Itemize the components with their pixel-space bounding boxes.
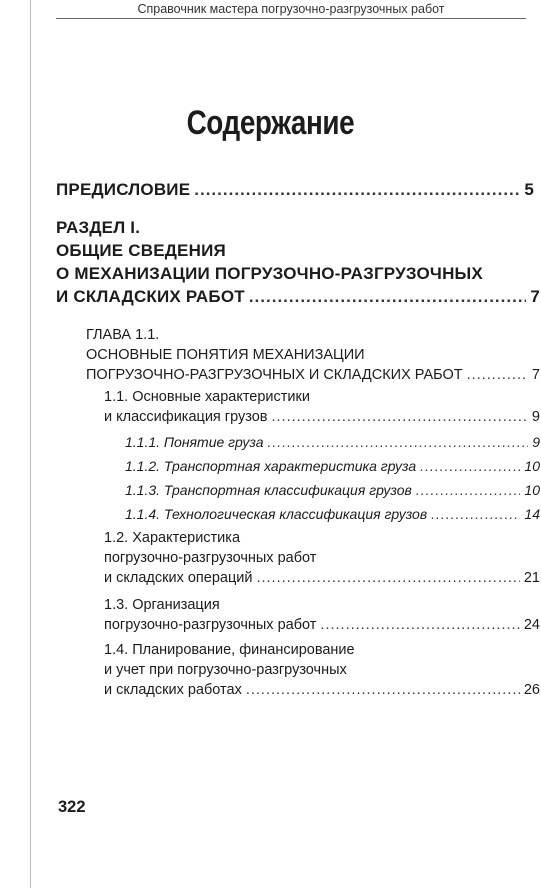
toc-entry-1-4[interactable] <box>104 682 540 698</box>
toc-entry-page: 10 <box>524 482 540 498</box>
toc-section-line: О МЕХАНИЗАЦИИ ПОГРУЗОЧНО-РАЗГРУЗОЧНЫХ <box>56 264 483 283</box>
toc-subsection-line: и учет при погрузочно-разгрузочных <box>104 662 347 678</box>
toc-entry-page: 5 <box>524 180 534 199</box>
toc-entry-preface[interactable] <box>56 180 534 200</box>
toc-subsection-line: 1.2. Характеристика <box>104 530 241 546</box>
toc-entry-1-1-4[interactable] <box>125 506 540 522</box>
toc-entry-page: 9 <box>532 434 540 450</box>
running-header: Справочник мастера погрузочно-разгрузочных работ <box>56 0 526 19</box>
dot-leader <box>420 458 520 474</box>
toc-entry-1-1[interactable] <box>104 409 540 425</box>
toc-section-line: РАЗДЕЛ I. <box>56 218 141 237</box>
toc-entry-section-1[interactable] <box>56 287 540 307</box>
toc-entry-1-2[interactable] <box>104 570 540 586</box>
toc-entry-label: и классификация грузов <box>104 409 268 425</box>
dot-leader <box>431 506 520 522</box>
dot-leader <box>467 367 528 383</box>
toc-entry-page: 7 <box>530 287 540 306</box>
dot-leader <box>194 180 520 200</box>
toc-subsection-line: 1.4. Планирование, финансирование <box>104 642 355 658</box>
toc-subsection-line: 1.3. Организация <box>104 597 220 613</box>
toc-subsection-line: погрузочно-разгрузочных работ <box>104 550 317 566</box>
toc-entry-label: погрузочно-разгрузочных работ <box>104 617 317 633</box>
toc-chapter-line: ГЛАВА 1.1. <box>86 327 160 343</box>
page-edge-rule <box>30 0 31 888</box>
toc-entry-1-3[interactable] <box>104 617 540 633</box>
toc-entry-label: 1.1.1. Понятие груза <box>125 434 264 450</box>
toc-entry-page: 9 <box>531 409 540 425</box>
toc-entry-page: 7 <box>531 367 540 383</box>
toc-entry-label: ПОГРУЗОЧНО-РАЗГРУЗОЧНЫХ И СКЛАДСКИХ РАБОТ <box>86 367 463 383</box>
toc-entry-page: 10 <box>524 458 540 474</box>
toc-entry-label: И СКЛАДСКИХ РАБОТ <box>56 287 245 306</box>
toc-subsection-line: 1.1. Основные характеристики <box>104 389 310 405</box>
toc-entry-1-1-2[interactable] <box>125 458 540 474</box>
dot-leader <box>268 434 529 450</box>
toc-entry-page: 21 <box>523 570 540 586</box>
dot-leader <box>249 287 527 307</box>
toc-entry-chapter-1-1[interactable] <box>86 367 540 383</box>
page-title: Содержание <box>186 104 355 142</box>
dot-leader <box>272 409 528 425</box>
toc-chapter-line: ОСНОВНЫЕ ПОНЯТИЯ МЕХАНИЗАЦИИ <box>86 347 365 363</box>
toc-entry-label: ПРЕДИСЛОВИЕ <box>56 180 191 199</box>
dot-leader <box>246 682 520 698</box>
toc-entry-label: 1.1.2. Транспортная характеристика груза <box>125 458 417 474</box>
page-number: 322 <box>58 798 86 816</box>
dot-leader <box>256 570 519 586</box>
toc-entry-label: 1.1.3. Транспортная классификация грузов <box>125 482 412 498</box>
toc-entry-label: и складских операций <box>104 570 253 586</box>
toc-entry-page: 26 <box>523 682 540 698</box>
dot-leader <box>320 617 519 633</box>
dot-leader <box>416 482 521 498</box>
toc-entry-label: 1.1.4. Технологическая классификация грузов <box>125 506 428 522</box>
toc-entry-1-1-1[interactable] <box>125 434 540 450</box>
toc-section-line: ОБЩИЕ СВЕДЕНИЯ <box>56 241 226 260</box>
toc-entry-1-1-3[interactable] <box>125 482 540 498</box>
toc-entry-page: 24 <box>523 617 540 633</box>
toc-entry-label: и складских работах <box>104 682 242 698</box>
toc-entry-page: 14 <box>524 506 540 522</box>
